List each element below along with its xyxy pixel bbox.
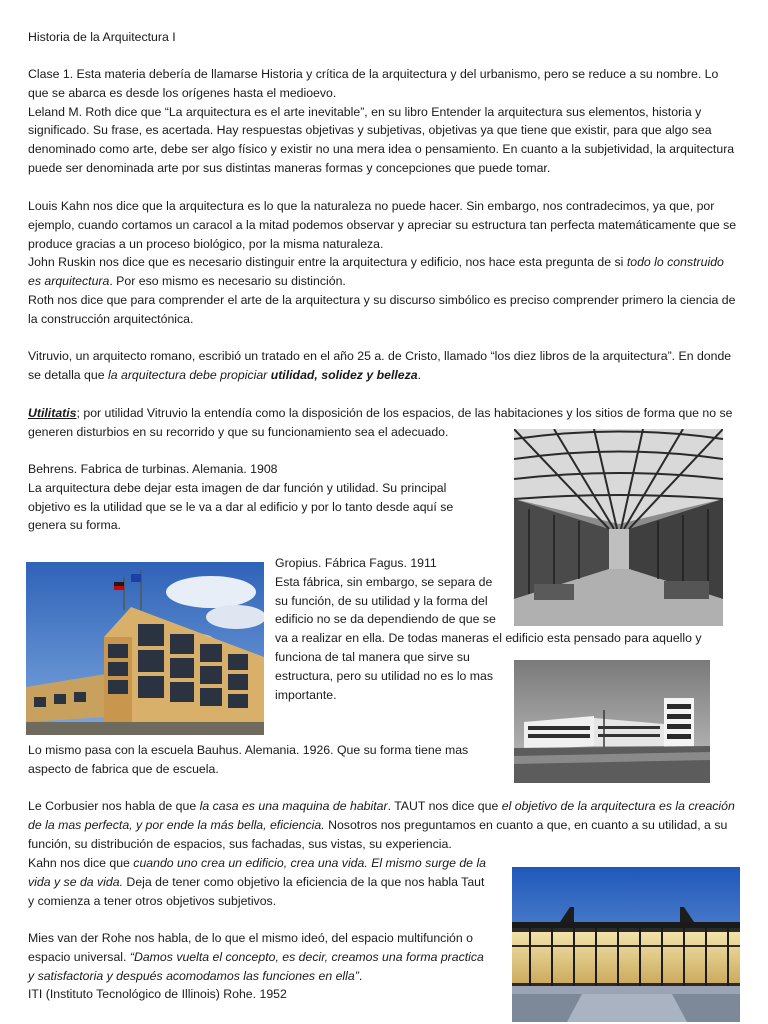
ruskin-paragraph bbox=[28, 253, 740, 291]
gropius-line-2: Esta fábrica, sin embargo, se separa de bbox=[275, 574, 493, 589]
behrens-line-2: objetivo es la utilidad que se le va a dar al edificio y por lo tanto desde aquí se bbox=[28, 499, 454, 514]
kahn-vida-line-3: y comienza a tener otros objetivos subjetivos. bbox=[28, 893, 277, 908]
kahn-vida-section bbox=[28, 854, 508, 910]
kahn-vida-quote-2: vida y se da vida. bbox=[28, 874, 124, 889]
ruskin-text: John Ruskin nos dice que es necesario distinguir entre la arquitectura y edificio, nos hace esta pregunta de si bbox=[28, 255, 627, 270]
gropius-line-6: funciona de tal manera que sirve su bbox=[275, 649, 470, 664]
behrens-line-3: genera su forma. bbox=[28, 518, 121, 533]
taut-text: . TAUT nos dice que bbox=[387, 799, 502, 813]
doc-title: Historia de la Arquitectura I bbox=[28, 30, 176, 44]
utilitatis-text: ; por utilidad Vitruvio la entendía como la disposición de los espacios, de las habitaciones y los sitios de forma que no se generen disturbios en su recorrido y que su funcionamiento sea el adecuado. bbox=[28, 406, 733, 439]
clase-1-section bbox=[28, 65, 740, 178]
kahn-section bbox=[28, 197, 740, 329]
kahn-vida-quote-1: cuando uno crea un edificio, crea una vida. El mismo surge de la bbox=[133, 856, 487, 870]
kahn-vida-text: Kahn nos dice que bbox=[28, 856, 134, 870]
bauhaus-section bbox=[28, 741, 508, 779]
vitruvio-paragraph bbox=[28, 347, 740, 385]
gropius-line-4: edificio no se da dependiendo de que se bbox=[275, 612, 496, 627]
vitruvio-end: . bbox=[417, 367, 422, 382]
photo-crown-hall bbox=[512, 867, 740, 1022]
bauhaus-line-2: aspecto de fabrica que de escuela. bbox=[28, 761, 219, 776]
ruskin-text-end: . Por eso mismo es necesario su distinción. bbox=[109, 274, 346, 289]
photo-fagus-factory bbox=[26, 562, 264, 735]
iit-caption: ITI (Instituto Tecnológico de Illinois) Rohe. 1952 bbox=[28, 987, 287, 1002]
kahn-vida-line-2 bbox=[28, 873, 508, 892]
behrens-heading: Behrens. Fabrica de turbinas. Alemania. 1908 bbox=[28, 462, 278, 476]
kahn-vida-text-2: Deja de tener como objetivo la eficiencia de la que nos habla Taut bbox=[123, 874, 485, 889]
utilitatis-term: Utilitatis bbox=[28, 406, 77, 420]
vitruvio-text: Vitruvio, un arquitecto romano, escribió un tratado en el año 25 a. de Cristo, llamado “los diez libros de la arquitectura”. En donde se detalla que bbox=[28, 349, 732, 382]
mies-section bbox=[28, 929, 508, 1004]
mies-line-2 bbox=[28, 948, 508, 967]
mies-quote-1: “Damos vuelta el concepto, es decir, creamos una forma practica bbox=[129, 949, 484, 964]
ruskin-quote: todo lo construido es arquitectura bbox=[28, 255, 724, 289]
mies-line-1: Mies van der Rohe nos habla, de lo que el mismo ideó, del espacio multifunción o bbox=[28, 931, 473, 945]
kahn-vida-line-1 bbox=[28, 854, 508, 873]
corbusier-text: Le Corbusier nos habla de que bbox=[28, 799, 200, 813]
gropius-line-3: su función, de su utilidad y la forma del bbox=[275, 593, 488, 608]
gropius-line-8: importante. bbox=[275, 687, 337, 702]
roth-science-paragraph: Roth nos dice que para comprender el arte de la arquitectura y su discurso simbólico es preciso comprender primero la ciencia de la construcción arquitectónica. bbox=[28, 292, 736, 326]
behrens-section bbox=[28, 460, 508, 535]
behrens-line-1: La arquitectura debe dejar esta imagen de dar función y utilidad. Su principal bbox=[28, 480, 447, 495]
mies-line-3 bbox=[28, 967, 508, 986]
clase-1-paragraph: Clase 1. Esta materia debería de llamarse Historia y crítica de la arquitectura y del urbanismo, pero se reduce a su nombre. Lo que se abarca es desde los orígenes hasta el medioevo. bbox=[28, 67, 719, 100]
taut-quote: el objetivo de la arquitectura es la creación de la mas perfecta, y por ende la más bella, eficiencia. bbox=[28, 799, 735, 832]
photo-turbine-hall bbox=[514, 429, 723, 626]
kahn-paragraph: Louis Kahn nos dice que la arquitectura es lo que la naturaleza no puede hacer. Sin embargo, nos contradecimos, ya que, por ejemplo, cuando cortamos un caracol a la mitad podemos observar y apreciar su estructura tan perfecta matemáticamente que se produce gracias a un proceso biológico, por la misma naturaleza. bbox=[28, 199, 737, 251]
mies-text: espacio universal. bbox=[28, 949, 130, 964]
mies-quote-end: . bbox=[358, 968, 363, 983]
corbusier-paragraph bbox=[28, 797, 740, 853]
roth-paragraph: Leland M. Roth dice que “La arquitectura es el arte inevitable”, en su libro Entender la arquitectura sus elementos, historia y significado. Su frase, es acertada. Hay respuestas objetivas y subjetivas, objetivas ya que tiene que existir, para que algo sea denominado como arte, debe ser algo físico y existir no una mera idea o pensamiento. En cuanto a la subjetividad, la arquitectura puede ser denominada arte por sus distintas maneras formas y concepciones que puede tomar. bbox=[28, 104, 735, 175]
bauhaus-line-1: Lo mismo pasa con la escuela Bauhus. Alemania. 1926. Que su forma tiene mas bbox=[28, 743, 469, 757]
gropius-heading: Gropius. Fábrica Fagus. 1911 bbox=[275, 556, 437, 570]
vitruvio-triad: utilidad, solidez y belleza bbox=[270, 367, 418, 382]
gropius-line-7: estructura, pero su utilidad no es lo mas bbox=[275, 668, 494, 683]
vitruvio-italic: la arquitectura debe propiciar bbox=[108, 367, 271, 382]
corbusier-quote: la casa es una maquina de habitar bbox=[199, 799, 388, 813]
photo-bauhaus bbox=[514, 660, 710, 783]
corbusier-question: Nosotros nos preguntamos en cuanto a que, en cuanto a su utilidad, a su función, su distribución de espacios, sus fachadas, sus vistas, su experiencia. bbox=[28, 817, 728, 851]
mies-quote-2: y satisfactoria y después acomodamos las funciones en ella” bbox=[28, 968, 359, 983]
gropius-line-5: va a realizar en ella. De todas maneras el edificio esta pensado para aquello y bbox=[275, 631, 702, 646]
